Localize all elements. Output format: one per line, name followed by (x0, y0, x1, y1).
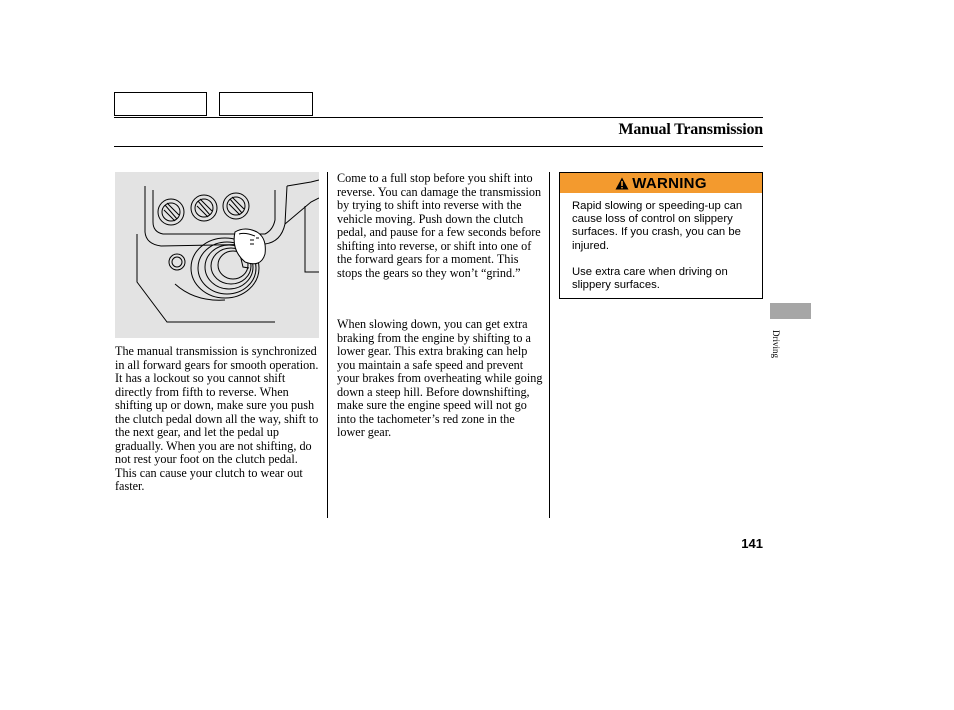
section-label: Driving (771, 330, 781, 358)
column-divider-right (549, 172, 550, 518)
nav-button-contents[interactable] (114, 92, 207, 116)
warning-header (560, 173, 762, 193)
nav-divider (114, 117, 763, 118)
warning-box (559, 172, 763, 299)
page-title: Manual Transmission (618, 121, 763, 138)
body-paragraph-clutch: The manual transmission is synchronized in all forward gears for smooth operation. It has a lockout so you cannot shift directly from fifth to reverse. When shifting up or down, make sure you push the clutch pedal down all the way, shift to the next gear, and let the pedal up gradually. When you are not shifting, do not rest your foot on the clutch pedal. This can cause your clutch to wear out faster. (115, 344, 319, 493)
warning-paragraph-2: Use extra care when driving on slippery surfaces. (572, 265, 728, 292)
gear-shift-icon (115, 172, 319, 338)
section-tab[interactable] (770, 303, 811, 319)
warning-triangle-icon (615, 177, 629, 190)
column-divider-left (327, 172, 328, 518)
title-divider (114, 146, 763, 147)
body-paragraph-downshift: When slowing down, you can get extra braking from the engine by shifting to a lower gear. This extra braking can help you maintain a safe speed and prevent your brakes from overheating while going down a steep hill. Before downshifting, make sure the engine speed will not go into the tachometer’s red zone in the lower gear. (337, 317, 543, 439)
warning-paragraph-1: Rapid slowing or speeding-up can cause loss of control on slippery surfaces. If you crash, you can be injured. (572, 200, 743, 252)
warning-label: WARNING (632, 174, 707, 192)
nav-button-index[interactable] (219, 92, 313, 116)
body-paragraph-reverse: Come to a full stop before you shift into reverse. You can damage the transmission by trying to shift into reverse with the vehicle moving. Push down the clutch pedal, and pause for a few seconds before shifting into reverse, or shift into one of the forward gears for a moment. This stops the gears so they won’t “grind.” (337, 171, 542, 280)
page-number: 141 (741, 536, 763, 551)
gear-shift-illustration (115, 172, 319, 338)
